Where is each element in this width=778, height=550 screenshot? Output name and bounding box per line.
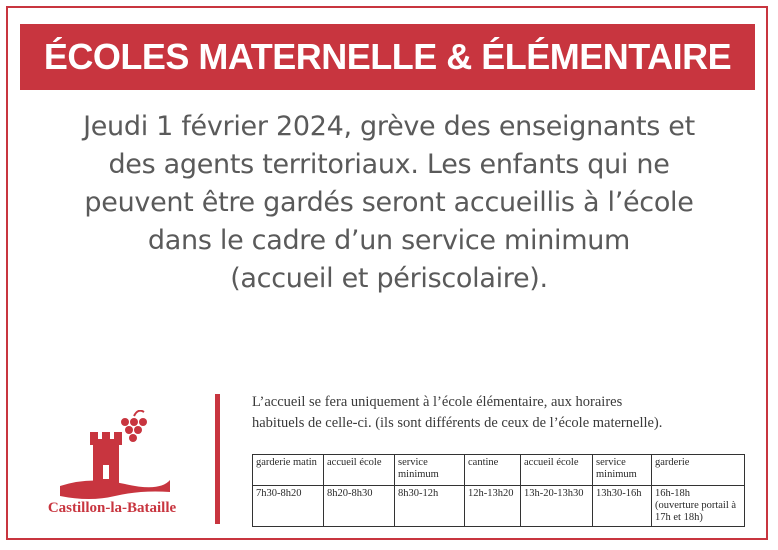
table-cell: 8h20-8h30	[324, 486, 395, 527]
notice-line: des agents territoriaux. Les enfants qui ne	[108, 149, 670, 180]
notice-line: Jeudi 1 février 2024, grève des enseignants et	[83, 111, 695, 142]
table-cell: 7h30-8h20	[253, 486, 324, 527]
table-header-cell: service minimum	[593, 455, 652, 486]
town-name: Castillon-la-Bataille	[47, 500, 177, 516]
info-line: habituels de celle-ci. (ils sont différents de ceux de l’école maternelle).	[252, 415, 663, 431]
info-text	[252, 392, 762, 434]
page-title	[20, 24, 755, 90]
table-cell: 12h-13h20	[465, 486, 521, 527]
table-row	[253, 486, 745, 527]
garderie-note: (ouverture portail à 17h et 18h)	[655, 500, 737, 523]
table-header-cell: accueil école	[521, 455, 593, 486]
table-header-cell: accueil école	[324, 455, 395, 486]
notice-text	[24, 108, 754, 298]
table-cell: 13h-20-13h30	[521, 486, 593, 527]
garderie-time: 16h-18h	[655, 488, 690, 499]
notice-line: (accueil et périscolaire).	[230, 263, 548, 294]
table-cell: 13h30-16h	[593, 486, 652, 527]
info-line: L’accueil se fera uniquement à l’école élémentaire, aux horaires	[252, 394, 623, 410]
page-title-text: ÉCOLES MATERNELLE & ÉLÉMENTAIRE	[43, 36, 732, 77]
vertical-divider	[215, 394, 220, 524]
table-header-cell: garderie matin	[253, 455, 324, 486]
schedule-table	[252, 454, 745, 527]
notice-line: peuvent être gardés seront accueillis à l’école	[84, 187, 694, 218]
notice-line: dans le cadre d’un service minimum	[147, 225, 631, 256]
table-cell: 8h30-12h	[395, 486, 465, 527]
table-header-cell: cantine	[465, 455, 521, 486]
table-cell-garderie	[652, 486, 745, 527]
table-header-row	[253, 455, 745, 486]
table-header-cell: service minimum	[395, 455, 465, 486]
table-header-cell: garderie	[652, 455, 745, 486]
